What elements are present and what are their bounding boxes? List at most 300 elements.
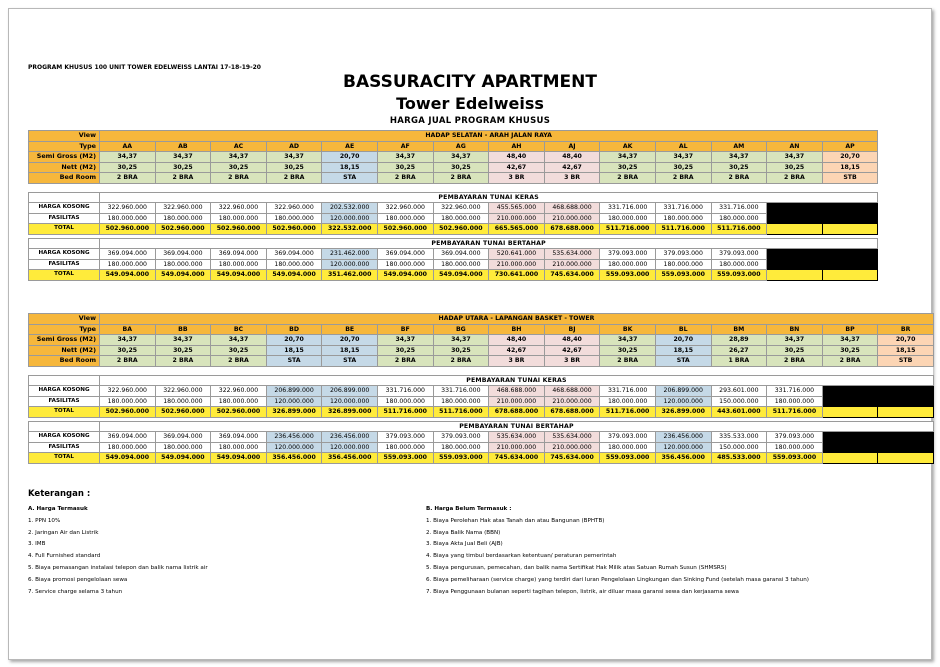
price-row-cell: 322.960.000 bbox=[155, 386, 211, 397]
bed-cell: STA bbox=[322, 356, 378, 367]
section-blank bbox=[29, 375, 100, 386]
price-row-cell: 335.533.000 bbox=[711, 432, 767, 443]
spacer bbox=[29, 366, 934, 375]
price-row-cell: 206.899.000 bbox=[266, 386, 322, 397]
bed-cell: 2 BRA bbox=[211, 356, 267, 367]
semi-gross-cell: 20,70 bbox=[266, 335, 322, 346]
facility-row-cell: 180.000.000 bbox=[600, 442, 656, 453]
price-row-cell: 322.960.000 bbox=[155, 203, 211, 214]
unit-type: BD bbox=[266, 324, 322, 335]
nett-cell: 30,25 bbox=[433, 345, 489, 356]
semi-gross-label: Semi Gross (M2) bbox=[29, 152, 100, 163]
total-row-cell: 511.716.000 bbox=[433, 407, 489, 418]
facility-row-cell: 120.000.000 bbox=[266, 396, 322, 407]
price-row-label: HARGA KOSONG bbox=[29, 203, 100, 214]
price-row-cell: 455.565.000 bbox=[489, 203, 545, 214]
bed-cell: 2 BRA bbox=[266, 173, 322, 184]
total-row-cell: 485.533.000 bbox=[711, 453, 767, 464]
blank-cell bbox=[878, 442, 934, 453]
unit-type: BA bbox=[100, 324, 156, 335]
facility-row-cell: 120.000.000 bbox=[655, 396, 711, 407]
facility-row-cell: 180.000.000 bbox=[100, 442, 156, 453]
total-row-cell: 730.641.000 bbox=[489, 270, 545, 281]
total-row bbox=[29, 453, 934, 464]
total-row-cell: 502.960.000 bbox=[433, 224, 489, 235]
facility-row-cell: 180.000.000 bbox=[600, 259, 656, 270]
semi-gross-cell: 48,40 bbox=[489, 335, 545, 346]
total-row-cell: 549.094.000 bbox=[155, 270, 211, 281]
facility-row-cell: 180.000.000 bbox=[377, 213, 433, 224]
facility-row-cell: 120.000.000 bbox=[322, 259, 378, 270]
total-row-cell: 549.094.000 bbox=[377, 270, 433, 281]
nett-cell: 18,15 bbox=[822, 162, 878, 173]
total-row bbox=[29, 407, 934, 418]
price-row-cell: 236.456.000 bbox=[655, 432, 711, 443]
facility-row-cell: 210.000.000 bbox=[489, 442, 545, 453]
total-row-cell: 549.094.000 bbox=[211, 270, 267, 281]
total-row-cell: 559.093.000 bbox=[433, 453, 489, 464]
facility-row-cell: 180.000.000 bbox=[600, 213, 656, 224]
bed-cell: 2 BRA bbox=[600, 356, 656, 367]
bed-row bbox=[29, 356, 934, 367]
price-row-cell: 379.093.000 bbox=[600, 432, 656, 443]
semi-gross-row bbox=[29, 152, 878, 163]
total-row-cell: 356.456.000 bbox=[655, 453, 711, 464]
facility-row-cell: 180.000.000 bbox=[211, 396, 267, 407]
blank-cell bbox=[822, 386, 878, 397]
price-row-cell: 293.601.000 bbox=[711, 386, 767, 397]
excluded-item: 3. Biaya Akta Jual Beli (AJB) bbox=[426, 541, 503, 548]
semi-gross-cell: 34,37 bbox=[100, 152, 156, 163]
price-row-cell: 369.094.000 bbox=[211, 249, 267, 260]
unit-type: AF bbox=[377, 141, 433, 152]
included-item: 6. Biaya promosi pengelolaan sewa bbox=[28, 576, 128, 583]
bed-cell: 2 BRA bbox=[211, 173, 267, 184]
price-row-cell: 535.634.000 bbox=[489, 432, 545, 443]
facility-row-label: FASILITAS bbox=[29, 213, 100, 224]
nett-cell: 18,15 bbox=[878, 345, 934, 356]
included-list bbox=[28, 504, 408, 598]
facility-row-cell: 150.000.000 bbox=[711, 442, 767, 453]
price-title: HARGA JUAL PROGRAM KHUSUS bbox=[389, 116, 551, 126]
blank-cell bbox=[822, 407, 878, 418]
bed-cell: 2 BRA bbox=[600, 173, 656, 184]
total-row-cell: 322.532.000 bbox=[322, 224, 378, 235]
facility-row-cell: 210.000.000 bbox=[544, 213, 600, 224]
total-row bbox=[29, 270, 878, 281]
total-row-cell: 549.094.000 bbox=[100, 453, 156, 464]
facility-row-cell: 120.000.000 bbox=[655, 442, 711, 453]
bed-cell: 2 BRA bbox=[155, 356, 211, 367]
excluded-item: 5. Biaya pengurusan, pemecahan, dan balik nama Sertifikat Hak Milik atas Satuan Rumah Susun (SHMSRS) bbox=[426, 564, 727, 571]
section-row bbox=[29, 192, 878, 203]
total-row-cell: 549.094.000 bbox=[266, 270, 322, 281]
facility-row-cell: 180.000.000 bbox=[211, 213, 267, 224]
blank-cell bbox=[767, 224, 823, 235]
facility-row-cell: 120.000.000 bbox=[266, 442, 322, 453]
view-value: HADAP SELATAN - ARAH JALAN RAYA bbox=[100, 131, 878, 142]
semi-gross-cell: 48,40 bbox=[544, 152, 600, 163]
spacer-row bbox=[29, 183, 878, 192]
facility-row-cell: 180.000.000 bbox=[433, 259, 489, 270]
facility-row-cell: 180.000.000 bbox=[155, 396, 211, 407]
view-row bbox=[29, 131, 878, 142]
nett-cell: 30,25 bbox=[655, 162, 711, 173]
total-row-label: TOTAL bbox=[29, 453, 100, 464]
program-note: PROGRAM KHUSUS 100 UNIT TOWER EDELWEISS LANTAI 17-18-19-20 bbox=[28, 64, 261, 71]
total-row-cell: 549.094.000 bbox=[211, 453, 267, 464]
total-row-cell: 549.094.000 bbox=[433, 270, 489, 281]
blank-cell bbox=[822, 203, 878, 214]
price-row-cell: 520.641.000 bbox=[489, 249, 545, 260]
semi-gross-cell: 20,70 bbox=[822, 152, 878, 163]
price-row-cell: 369.094.000 bbox=[100, 432, 156, 443]
semi-gross-cell: 34,37 bbox=[822, 335, 878, 346]
facility-row-cell: 180.000.000 bbox=[266, 213, 322, 224]
total-row-cell: 502.960.000 bbox=[100, 224, 156, 235]
spacer-row bbox=[29, 366, 934, 375]
type-row bbox=[29, 324, 934, 335]
nett-cell: 30,25 bbox=[211, 162, 267, 173]
nett-cell: 30,25 bbox=[211, 345, 267, 356]
semi-gross-cell: 34,37 bbox=[433, 152, 489, 163]
bed-label: Bed Room bbox=[29, 356, 100, 367]
unit-type: BL bbox=[655, 324, 711, 335]
total-row-cell: 502.960.000 bbox=[266, 224, 322, 235]
page-title: BASSURACITY APARTMENT bbox=[342, 72, 597, 92]
facility-row-label: FASILITAS bbox=[29, 259, 100, 270]
price-row-cell: 322.960.000 bbox=[100, 386, 156, 397]
semi-gross-cell: 34,37 bbox=[600, 152, 656, 163]
price-row-label: HARGA KOSONG bbox=[29, 432, 100, 443]
blank-cell bbox=[878, 453, 934, 464]
total-row-cell: 745.634.000 bbox=[544, 270, 600, 281]
nett-cell: 30,25 bbox=[711, 162, 767, 173]
total-row-cell: 511.716.000 bbox=[767, 407, 823, 418]
bed-cell: STA bbox=[266, 356, 322, 367]
total-row-cell: 351.462.000 bbox=[322, 270, 378, 281]
semi-gross-cell: 48,40 bbox=[544, 335, 600, 346]
view-row bbox=[29, 314, 934, 325]
nett-cell: 18,15 bbox=[322, 162, 378, 173]
price-row-cell: 331.716.000 bbox=[600, 386, 656, 397]
price-row-cell: 379.093.000 bbox=[377, 432, 433, 443]
price-table-south bbox=[28, 130, 878, 281]
section-blank bbox=[29, 421, 100, 432]
total-row-cell: 559.093.000 bbox=[711, 270, 767, 281]
unit-type: BE bbox=[322, 324, 378, 335]
excluded-item: 2. Biaya Balik Nama (BBN) bbox=[426, 529, 501, 536]
semi-gross-cell: 48,40 bbox=[489, 152, 545, 163]
price-row-cell: 331.716.000 bbox=[600, 203, 656, 214]
total-row-cell: 549.094.000 bbox=[155, 453, 211, 464]
nett-cell: 42,67 bbox=[489, 345, 545, 356]
price-row-cell: 322.960.000 bbox=[100, 203, 156, 214]
semi-gross-cell: 20,70 bbox=[655, 335, 711, 346]
nett-cell: 30,25 bbox=[767, 345, 823, 356]
blank-cell bbox=[767, 259, 823, 270]
total-row-cell: 443.601.000 bbox=[711, 407, 767, 418]
bed-cell: 2 BRA bbox=[767, 356, 823, 367]
price-row-cell: 369.094.000 bbox=[377, 249, 433, 260]
bed-cell: 2 BRA bbox=[655, 173, 711, 184]
facility-row-cell: 180.000.000 bbox=[266, 259, 322, 270]
blank-cell bbox=[822, 270, 878, 281]
total-row-cell: 559.093.000 bbox=[377, 453, 433, 464]
blank-cell bbox=[822, 259, 878, 270]
blank-cell bbox=[767, 203, 823, 214]
section-title: PEMBAYARAN TUNAI BERTAHAP bbox=[100, 421, 934, 432]
blank-cell bbox=[822, 453, 878, 464]
nett-cell: 30,25 bbox=[266, 162, 322, 173]
facility-row-cell: 180.000.000 bbox=[600, 396, 656, 407]
bed-cell: 2 BRA bbox=[377, 356, 433, 367]
total-row-cell: 326.899.000 bbox=[322, 407, 378, 418]
semi-gross-cell: 20,70 bbox=[322, 335, 378, 346]
semi-gross-cell: 34,37 bbox=[211, 335, 267, 346]
total-row-cell: 745.634.000 bbox=[544, 453, 600, 464]
semi-gross-cell: 34,37 bbox=[377, 335, 433, 346]
semi-gross-cell: 34,37 bbox=[211, 152, 267, 163]
blank-cell bbox=[822, 396, 878, 407]
total-row-cell: 502.960.000 bbox=[211, 224, 267, 235]
bed-cell: 2 BRA bbox=[155, 173, 211, 184]
facility-row-cell: 180.000.000 bbox=[100, 396, 156, 407]
bed-cell: 1 BRA bbox=[711, 356, 767, 367]
facility-row-cell: 120.000.000 bbox=[322, 213, 378, 224]
semi-gross-cell: 34,37 bbox=[155, 335, 211, 346]
unit-type: BP bbox=[822, 324, 878, 335]
bed-row bbox=[29, 173, 878, 184]
unit-type: BH bbox=[489, 324, 545, 335]
price-row-cell: 468.688.000 bbox=[489, 386, 545, 397]
nett-cell: 30,25 bbox=[767, 162, 823, 173]
price-row-cell: 322.960.000 bbox=[266, 203, 322, 214]
included-item: 5. Biaya pemasangan instalasi telepon dan balik nama listrik air bbox=[28, 564, 208, 571]
bed-cell: 2 BRA bbox=[377, 173, 433, 184]
blank-cell bbox=[822, 432, 878, 443]
nett-row bbox=[29, 162, 878, 173]
bed-cell: 2 BRA bbox=[822, 356, 878, 367]
total-row-cell: 511.716.000 bbox=[600, 224, 656, 235]
facility-row-cell: 180.000.000 bbox=[377, 442, 433, 453]
price-row-cell: 331.716.000 bbox=[711, 203, 767, 214]
included-title: A. Harga Termasuk bbox=[28, 506, 88, 512]
facility-row-cell: 210.000.000 bbox=[544, 259, 600, 270]
price-row-cell: 468.688.000 bbox=[544, 386, 600, 397]
unit-type: BM bbox=[711, 324, 767, 335]
nett-cell: 42,67 bbox=[544, 345, 600, 356]
facility-row-cell: 210.000.000 bbox=[489, 213, 545, 224]
blank-cell bbox=[767, 249, 823, 260]
excluded-list bbox=[426, 504, 926, 598]
semi-gross-cell: 20,70 bbox=[878, 335, 934, 346]
semi-gross-cell: 34,37 bbox=[377, 152, 433, 163]
price-row-cell: 379.093.000 bbox=[711, 249, 767, 260]
bed-cell: STB bbox=[822, 173, 878, 184]
semi-gross-cell: 34,37 bbox=[433, 335, 489, 346]
nett-cell: 18,15 bbox=[322, 345, 378, 356]
nett-cell: 30,25 bbox=[600, 162, 656, 173]
bed-label: Bed Room bbox=[29, 173, 100, 184]
blank-cell bbox=[878, 432, 934, 443]
nett-label: Nett (M2) bbox=[29, 345, 100, 356]
blank-cell bbox=[878, 407, 934, 418]
nett-cell: 30,25 bbox=[377, 162, 433, 173]
total-row-cell: 356.456.000 bbox=[322, 453, 378, 464]
price-row-cell: 322.960.000 bbox=[211, 203, 267, 214]
price-row-cell: 322.960.000 bbox=[377, 203, 433, 214]
nett-label: Nett (M2) bbox=[29, 162, 100, 173]
facility-row-cell: 180.000.000 bbox=[100, 259, 156, 270]
bed-cell: STB bbox=[878, 356, 934, 367]
view-label: View bbox=[29, 314, 100, 325]
total-row-cell: 665.565.000 bbox=[489, 224, 545, 235]
price-table-north bbox=[28, 313, 934, 464]
facility-row-cell: 180.000.000 bbox=[433, 396, 489, 407]
price-row-cell: 379.093.000 bbox=[767, 432, 823, 443]
nett-cell: 30,25 bbox=[100, 162, 156, 173]
facility-row-label: FASILITAS bbox=[29, 396, 100, 407]
blank-cell bbox=[822, 224, 878, 235]
semi-gross-cell: 34,37 bbox=[711, 152, 767, 163]
excluded-item: 6. Biaya pemeliharaan (service charge) yang terdiri dari Iuran Pengelolaan Lingkungan dan Sinking Fund (setelah masa garansi 3 tahun) bbox=[426, 576, 809, 583]
nett-cell: 42,67 bbox=[544, 162, 600, 173]
unit-type: AD bbox=[266, 141, 322, 152]
unit-type: BB bbox=[155, 324, 211, 335]
nett-cell: 30,25 bbox=[377, 345, 433, 356]
facility-row bbox=[29, 442, 934, 453]
unit-type: AH bbox=[489, 141, 545, 152]
price-row-cell: 331.716.000 bbox=[377, 386, 433, 397]
unit-type: BR bbox=[878, 324, 934, 335]
total-row-cell: 559.093.000 bbox=[767, 453, 823, 464]
blank-cell bbox=[878, 396, 934, 407]
section-title: PEMBAYARAN TUNAI KERAS bbox=[100, 375, 934, 386]
price-row-cell: 369.094.000 bbox=[433, 249, 489, 260]
price-row-cell: 535.634.000 bbox=[544, 249, 600, 260]
price-row bbox=[29, 386, 934, 397]
unit-type: AE bbox=[322, 141, 378, 152]
bed-cell: 3 BR bbox=[544, 356, 600, 367]
section-row bbox=[29, 238, 878, 249]
semi-gross-row bbox=[29, 335, 934, 346]
facility-row-cell: 180.000.000 bbox=[655, 259, 711, 270]
facility-row-label: FASILITAS bbox=[29, 442, 100, 453]
nett-cell: 18,15 bbox=[655, 345, 711, 356]
nett-cell: 30,25 bbox=[822, 345, 878, 356]
total-row-cell: 326.899.000 bbox=[266, 407, 322, 418]
type-label: Type bbox=[29, 324, 100, 335]
total-row-label: TOTAL bbox=[29, 407, 100, 418]
price-row-cell: 468.688.000 bbox=[544, 203, 600, 214]
unit-type: BN bbox=[767, 324, 823, 335]
total-row-cell: 326.899.000 bbox=[655, 407, 711, 418]
total-row-cell: 559.093.000 bbox=[600, 270, 656, 281]
price-row-cell: 322.960.000 bbox=[211, 386, 267, 397]
total-row-cell: 502.960.000 bbox=[100, 407, 156, 418]
total-row-cell: 678.688.000 bbox=[544, 224, 600, 235]
facility-row-cell: 180.000.000 bbox=[767, 442, 823, 453]
unit-type: AM bbox=[711, 141, 767, 152]
nett-cell: 30,25 bbox=[100, 345, 156, 356]
bed-cell: 2 BRA bbox=[100, 356, 156, 367]
section-title: PEMBAYARAN TUNAI KERAS bbox=[100, 192, 878, 203]
facility-row-cell: 180.000.000 bbox=[377, 259, 433, 270]
total-row-cell: 502.960.000 bbox=[211, 407, 267, 418]
facility-row-cell: 120.000.000 bbox=[322, 442, 378, 453]
facility-row-cell: 180.000.000 bbox=[711, 213, 767, 224]
unit-type: AP bbox=[822, 141, 878, 152]
bed-cell: 3 BR bbox=[544, 173, 600, 184]
facility-row-cell: 180.000.000 bbox=[211, 259, 267, 270]
view-value: HADAP UTARA - LAPANGAN BASKET - TOWER bbox=[100, 314, 934, 325]
spacer bbox=[29, 183, 878, 192]
total-row-label: TOTAL bbox=[29, 270, 100, 281]
total-row-cell: 678.688.000 bbox=[544, 407, 600, 418]
nett-cell: 42,67 bbox=[489, 162, 545, 173]
total-row-cell: 502.960.000 bbox=[155, 224, 211, 235]
price-row-cell: 322.960.000 bbox=[433, 203, 489, 214]
price-row-cell: 379.093.000 bbox=[433, 432, 489, 443]
nett-cell: 30,25 bbox=[155, 162, 211, 173]
included-item: 1. PPN 10% bbox=[28, 517, 61, 524]
included-item: 4. Full Furnished standard bbox=[28, 553, 101, 560]
price-row-cell: 369.094.000 bbox=[100, 249, 156, 260]
blank-cell bbox=[822, 213, 878, 224]
semi-gross-cell: 34,37 bbox=[600, 335, 656, 346]
semi-gross-cell: 28,89 bbox=[711, 335, 767, 346]
nett-cell: 30,25 bbox=[433, 162, 489, 173]
total-row-label: TOTAL bbox=[29, 224, 100, 235]
semi-gross-cell: 34,37 bbox=[655, 152, 711, 163]
unit-type: AG bbox=[433, 141, 489, 152]
semi-gross-cell: 34,37 bbox=[266, 152, 322, 163]
price-row-cell: 202.532.000 bbox=[322, 203, 378, 214]
unit-type: BG bbox=[433, 324, 489, 335]
total-row-cell: 511.716.000 bbox=[600, 407, 656, 418]
total-row-cell: 502.960.000 bbox=[377, 224, 433, 235]
type-row bbox=[29, 141, 878, 152]
facility-row-cell: 180.000.000 bbox=[377, 396, 433, 407]
bed-cell: 2 BRA bbox=[711, 173, 767, 184]
facility-row bbox=[29, 259, 878, 270]
facility-row-cell: 180.000.000 bbox=[655, 213, 711, 224]
total-row-cell: 678.688.000 bbox=[489, 407, 545, 418]
price-row-cell: 236.456.000 bbox=[266, 432, 322, 443]
semi-gross-cell: 34,37 bbox=[100, 335, 156, 346]
total-row-cell: 356.456.000 bbox=[266, 453, 322, 464]
unit-type: AL bbox=[655, 141, 711, 152]
price-row-cell: 369.094.000 bbox=[155, 249, 211, 260]
bed-cell: 2 BRA bbox=[100, 173, 156, 184]
price-row-cell: 369.094.000 bbox=[155, 432, 211, 443]
total-row bbox=[29, 224, 878, 235]
unit-type: AC bbox=[211, 141, 267, 152]
semi-gross-cell: 34,37 bbox=[767, 152, 823, 163]
unit-type: BF bbox=[377, 324, 433, 335]
facility-row-cell: 180.000.000 bbox=[433, 442, 489, 453]
unit-type: AJ bbox=[544, 141, 600, 152]
blank-cell bbox=[822, 442, 878, 453]
price-row-cell: 535.634.000 bbox=[544, 432, 600, 443]
bed-cell: STA bbox=[322, 173, 378, 184]
unit-type: AA bbox=[100, 141, 156, 152]
excluded-item: 4. Biaya yang timbul berdasarkan ketentuan/ peraturan pemerintah bbox=[426, 553, 617, 560]
bed-cell: 2 BRA bbox=[433, 356, 489, 367]
included-item: 3. IMB bbox=[28, 541, 46, 548]
facility-row bbox=[29, 213, 878, 224]
